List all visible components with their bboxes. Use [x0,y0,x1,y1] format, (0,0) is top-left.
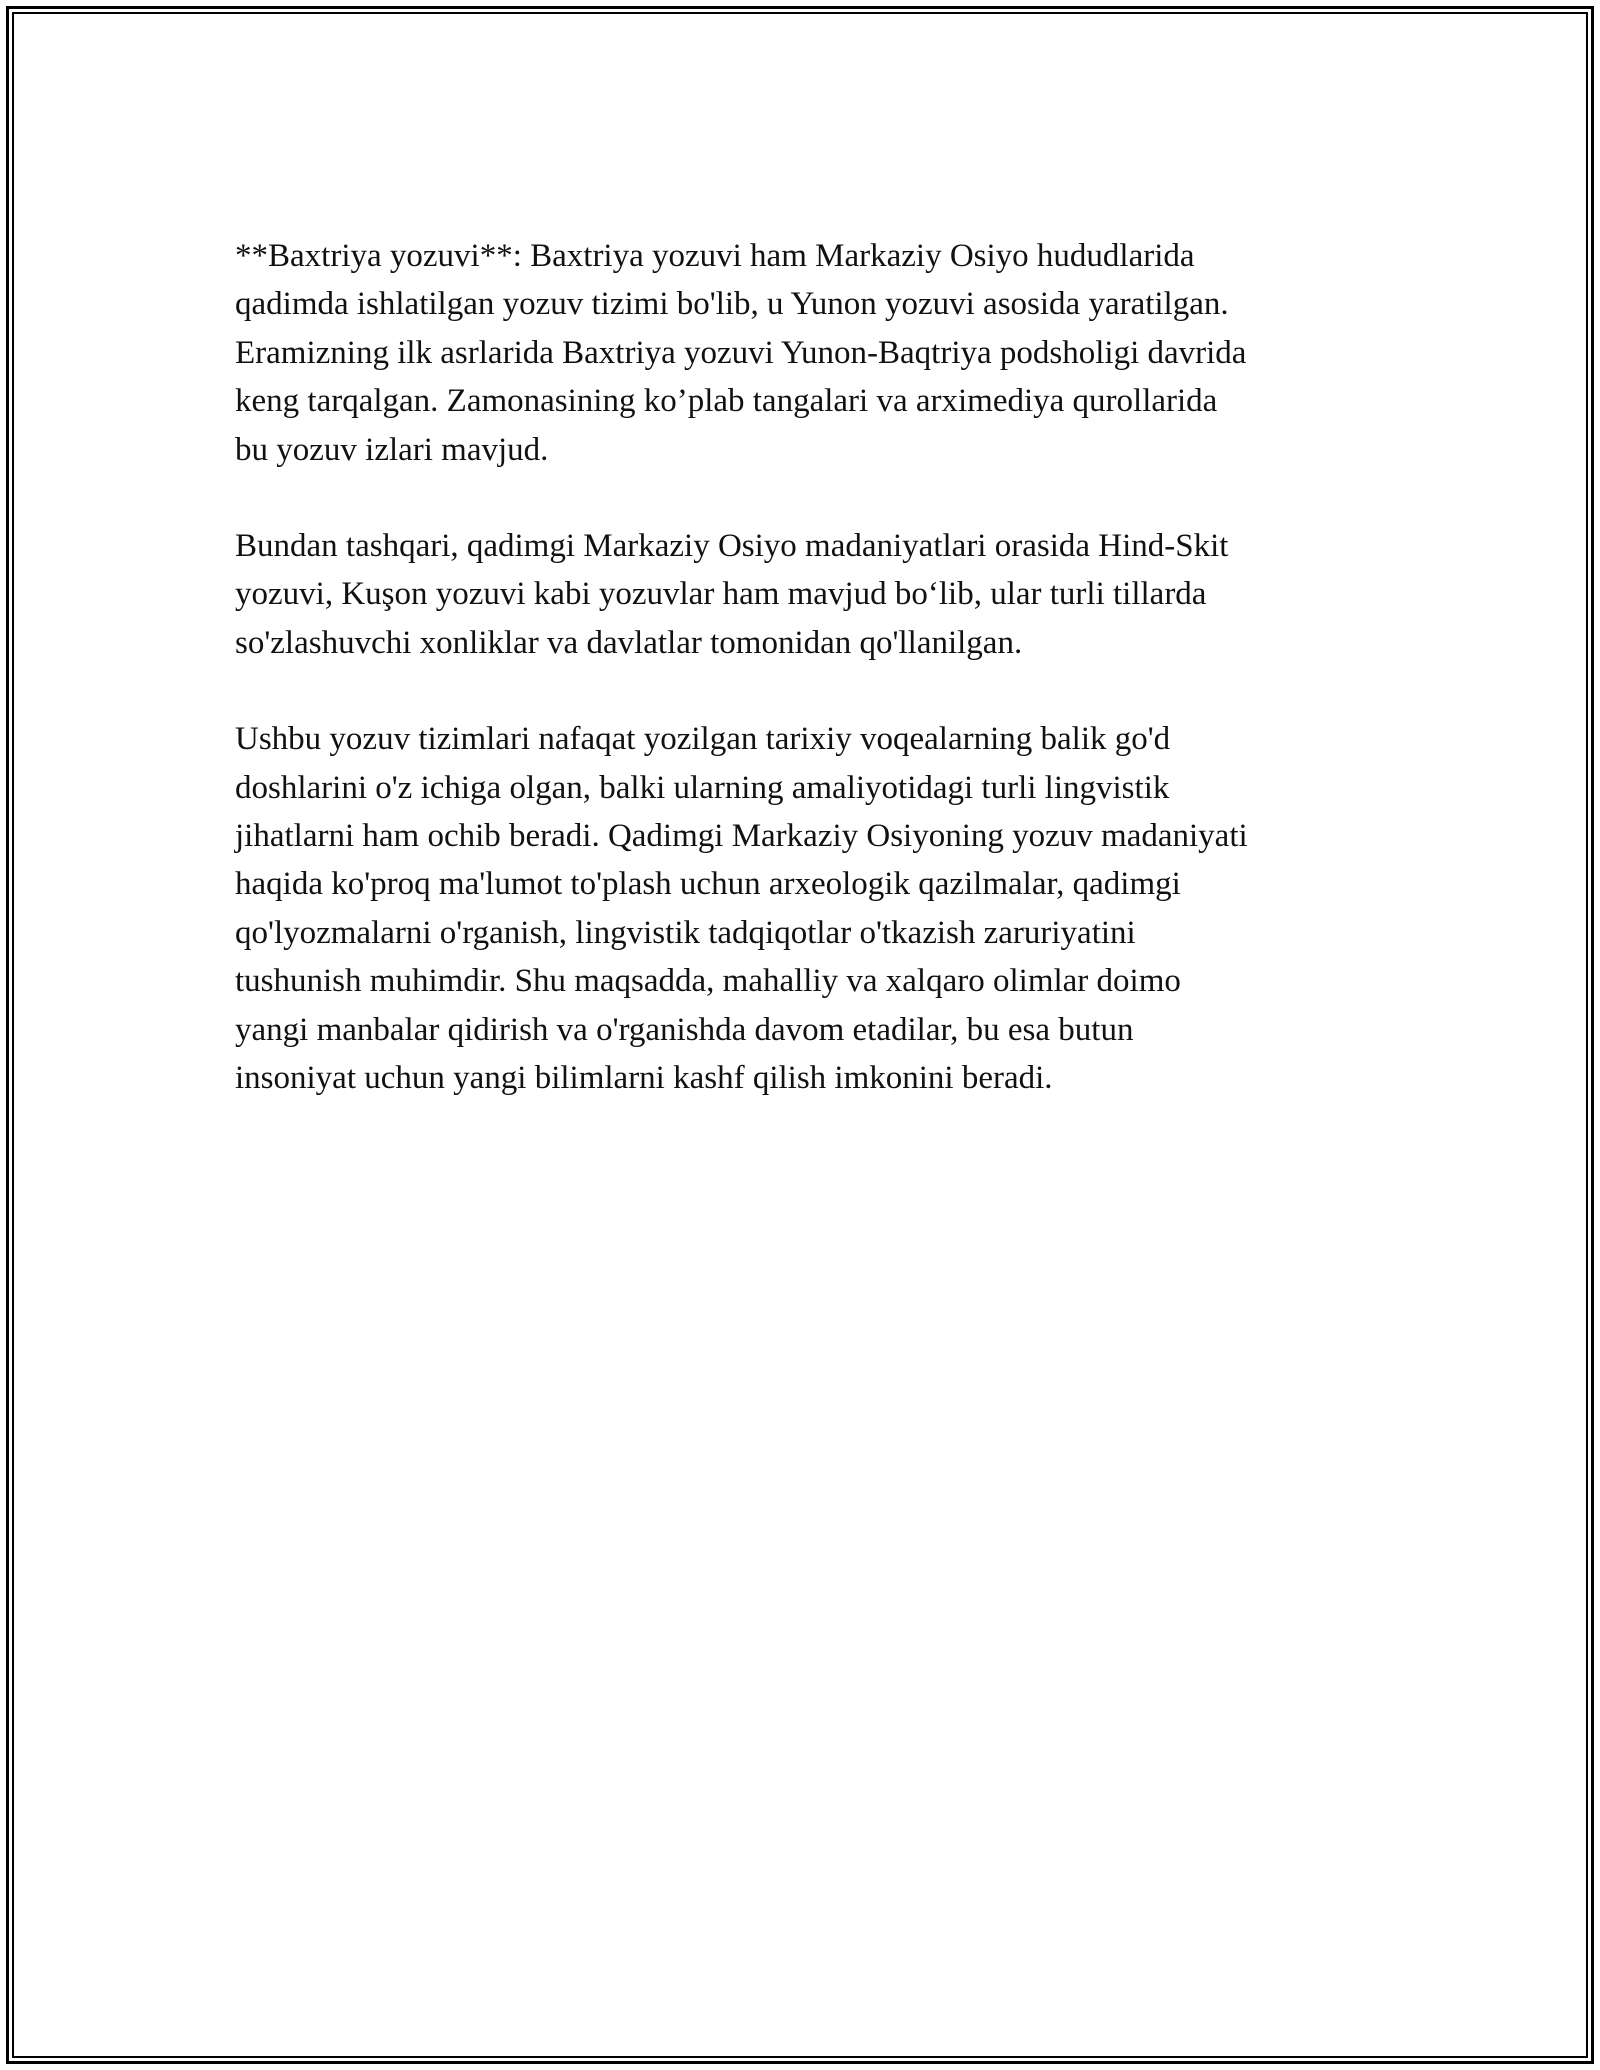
paragraph-hind-skit: Bundan tashqari, qadimgi Markaziy Osiyo madaniyatlari orasida Hind-Skit yozuvi, Kuşon yozuvi kabi yozuvlar ham mavjud bo‘lib, ular turli tillarda so'zlashuvchi xonliklar va davlatlar tomonidan qo'llanilgan. [235,528,1229,661]
document-body [235,232,1385,1151]
paragraph-baxtriya: **Baxtriya yozuvi**: Baxtriya yozuvi ham Markaziy Osiyo hududlarida qadimda ishlatilgan yozuv tizimi bo'lib, u Yunon yozuvi asosida yaratilgan. Eramizning ilk asrlarida Baxtriya yozuvi Yunon-Baqtriya podsholigi davrida keng tarqalgan. Zamonasining ko’plab tangalari va arximediya qurollarida bu yozuv izlari mavjud. [235,238,1247,468]
paragraph-yozuv-tizimlari: Ushbu yozuv tizimlari nafaqat yozilgan tarixiy voqealarning balik go'd doshlarini o'z ichiga olgan, balki ularning amaliyotidagi turli lingvistik jihatlarni ham ochib beradi. Qadimgi Markaziy Osiyoning yozuv madaniyati haqida ko'proq ma'lumot to'plash uchun arxeologik qazilmalar, qadimgi qo'lyozmalarni o'rganish, lingvistik tadqiqotlar o'tkazish zaruriyatini tushunish muhimdir. Shu maqsadda, mahalliy va xalqaro olimlar doimo yangi manbalar qidirish va o'rganishda davom etadilar, bu esa butun insoniyat uchun yangi bilimlarni kashf qilish imkonini beradi. [235,721,1248,1097]
